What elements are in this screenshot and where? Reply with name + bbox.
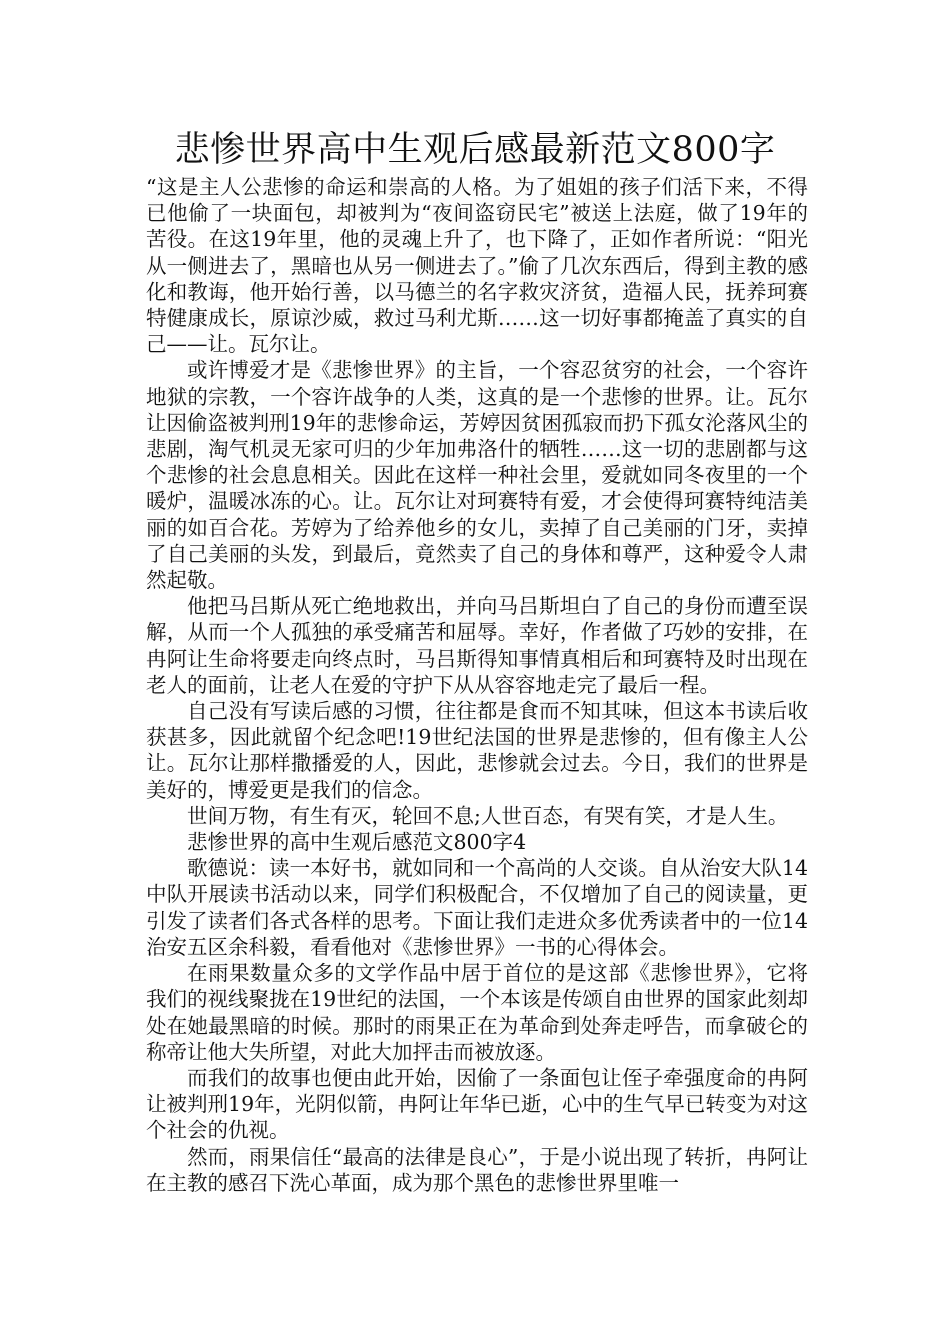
paragraph-4: 自己没有写读后感的习惯，往往都是食而不知其味，但这本书读后收获甚多，因此就留个纪念吧!19世纪法国的世界是悲惨的，但有像主人公让。瓦尔让那样撒播爱的人，因此，悲惨就会过去。今日，我们的世界是美好的，博爱更是我们的信念。 — [146, 699, 808, 802]
paragraph-6: 歌德说：读一本好书，就如同和一个高尚的人交谈。自从治安大队14中队开展读书活动以来，同学们积极配合，不仅增加了自己的阅读量，更引发了读者们各式各样的思考。下面让我们走进众多优秀读者中的一位14治安五区余科毅，看看他对《悲惨世界》一书的心得体会。 — [146, 856, 808, 959]
paragraph-8: 而我们的故事也便由此开始，因偷了一条面包让侄子牵强度命的冉阿让被判刑19年，光阴似箭，冉阿让年华已逝，心中的生气早已转变为对这个社会的仇视。 — [146, 1065, 808, 1143]
paragraph-9: 然而，雨果信任“最高的法律是良心”，于是小说出现了转折，冉阿让在主教的感召下洗心革面，成为那个黑色的悲惨世界里唯一 — [146, 1144, 808, 1195]
document-body — [146, 174, 808, 1196]
paragraph-5: 世间万物，有生有灭，轮回不息;人世百态，有哭有笑，才是人生。 — [187, 803, 789, 828]
paragraph-7: 在雨果数量众多的文学作品中居于首位的是这部《悲惨世界》，它将我们的视线聚拢在19世纪的法国，一个本该是传颂自由世界的国家此刻却处在她最黑暗的时候。那时的雨果正在为革命到处奔走呼告，而拿破仑的称帝让他大失所望，对此大加抨击而被放逐。 — [146, 961, 808, 1064]
section-heading: 悲惨世界的高中生观后感范文800字4 — [187, 830, 527, 855]
paragraph-3: 他把马吕斯从死亡绝地救出，并向马吕斯坦白了自己的身份而遭至误解，从而一个人孤独的承受痛苦和屈辱。幸好，作者做了巧妙的安排，在冉阿让生命将要走向终点时，马吕斯得知事情真相后和珂赛特及时出现在老人的面前，让老人在爱的守护下从从容容地走完了最后一程。 — [146, 594, 808, 697]
paragraph-1: “这是主人公悲惨的命运和崇高的人格。为了姐姐的孩子们活下来，不得已他偷了一块面包，却被判为“夜间盗窃民宅”被送上法庭，做了19年的苦役。在这19年里，他的灵魂上升了，也下降了，正如作者所说：“阳光从一侧进去了，黑暗也从另一侧进去了。”偷了几次东西后，得到主教的感化和教诲，他开始行善，以马德兰的名字救灾济贫，造福人民，抚养珂赛特健康成长，原谅沙威，救过马利尤斯……这一切好事都掩盖了真实的自己——让。瓦尔让。 — [146, 175, 808, 357]
paragraph-2: 或许博爱才是《悲惨世界》的主旨，一个容忍贫穷的社会，一个容许地狱的宗教，一个容许战争的人类，这真的是一个悲惨的世界。让。瓦尔让因偷盗被判刑19年的悲惨命运，芳婷因贫困孤寂而扔下孤女沦落风尘的悲剧，淘气机灵无家可归的少年加弗洛什的牺牲……这一切的悲剧都与这个悲惨的社会息息相关。因此在这样一种社会里，爱就如同冬夜里的一个暖炉，温暖冰冻的心。让。瓦尔让对珂赛特有爱，才会使得珂赛特纯洁美丽的如百合花。芳婷为了给养他乡的女儿，卖掉了自己美丽的门牙，卖掉了自己美丽的头发，到最后，竟然卖了自己的身体和尊严，这种爱令人肃然起敬。 — [146, 358, 808, 593]
document-title: 悲惨世界高中生观后感最新范文800字 — [174, 130, 776, 170]
